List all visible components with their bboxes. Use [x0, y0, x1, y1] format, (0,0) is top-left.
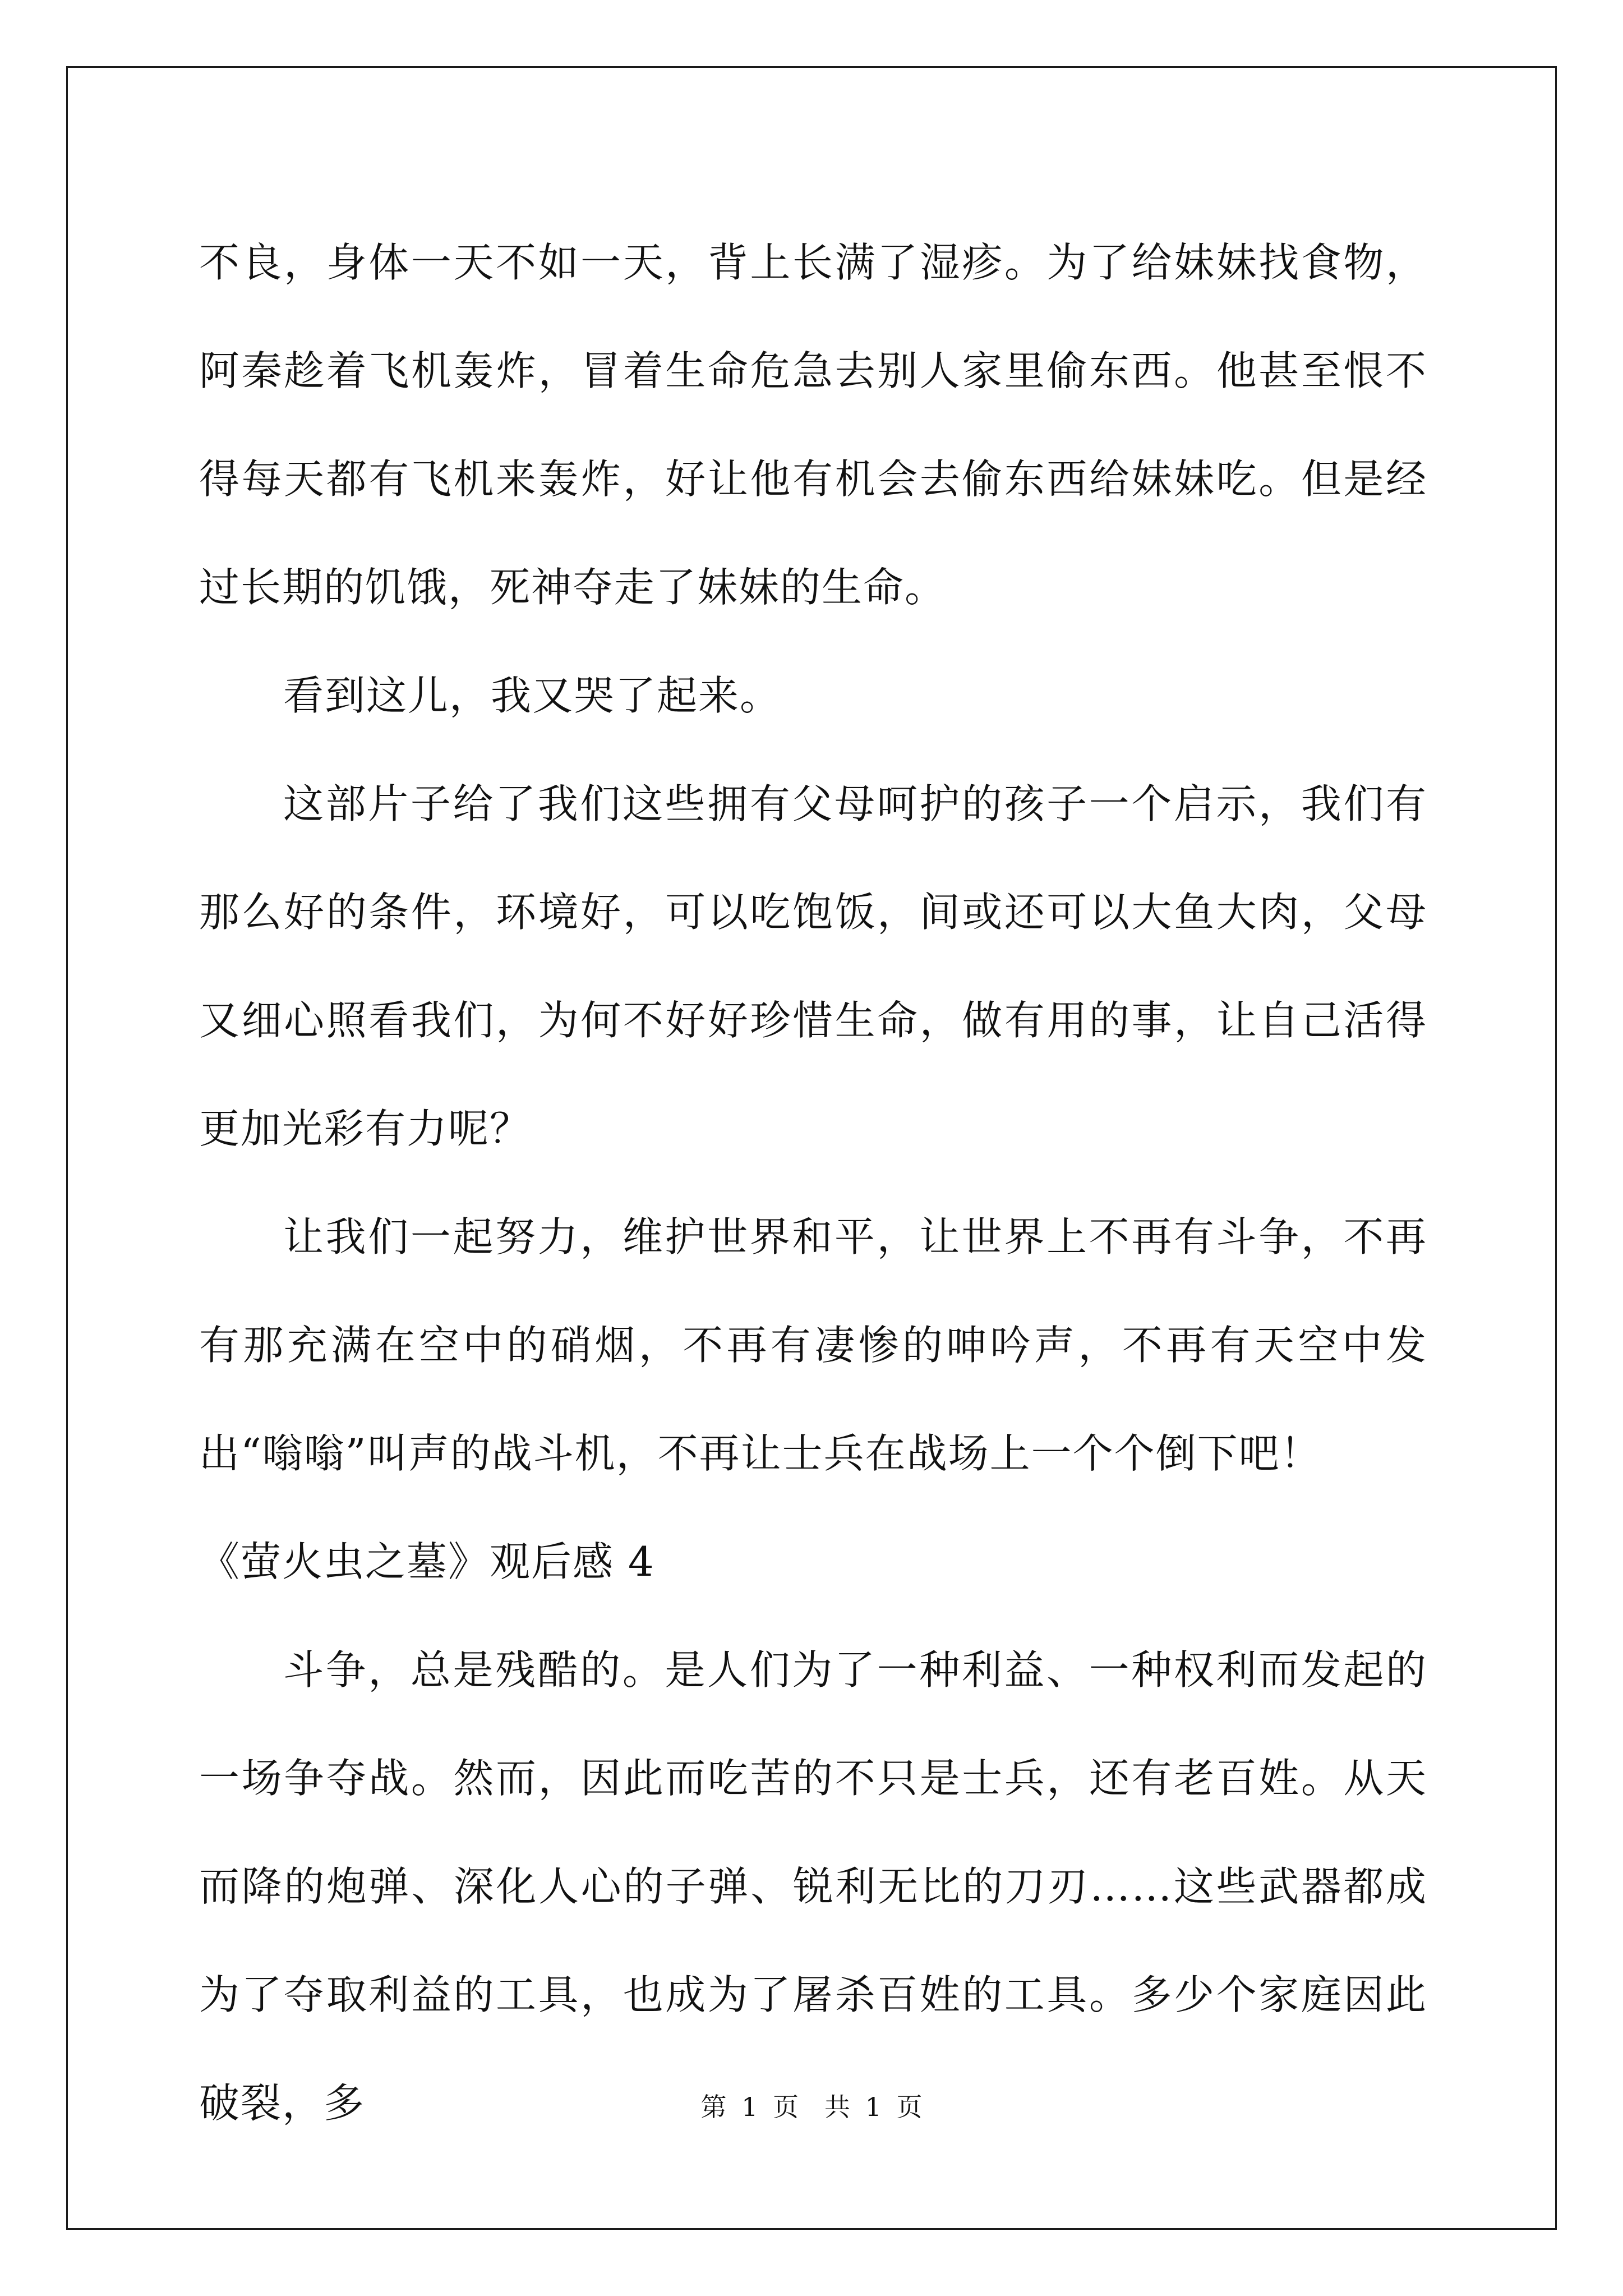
paragraph-crying: 看到这儿，我又哭了起来。 [283, 672, 782, 719]
document-body [199, 209, 1427, 2157]
page-footer: 第 1 页 共 1 页 [700, 2092, 923, 2122]
paragraph-continued: 不良，身体一天不如一天，背上长满了湿疹。为了给妹妹找食物，阿秦趁着飞机轰炸，冒着生命危急去别人家里偷东西。他甚至恨不得每天都有飞机来轰炸，好让他有机会去偷东西给妹妹吃。但是经过长期的饥饿，死神夺走了妹妹的生命。 [199, 239, 1427, 611]
paragraph-lesson: 这部片子给了我们这些拥有父母呵护的孩子一个启示，我们有那么好的条件，环境好，可以吃饱饭，间或还可以大鱼大肉，父母又细心照看我们，为何不好好珍惜生命，做有用的事，让自己活得更加光彩有力呢？ [199, 780, 1427, 1152]
section-heading: 《萤火虫之墓》观后感 4 [199, 1538, 655, 1585]
paragraph-war: 斗争，总是残酷的。是人们为了一种利益、一种权利而发起的一场争夺战。然而，因此而吃苦的不只是士兵，还有老百姓。从天而降的炮弹、深化人心的子弹、锐利无比的刀刃……这些武器都成为了夺取利益的工具，也成为了屠杀百姓的工具。多少个家庭因此破裂，多 [199, 1646, 1427, 2127]
paragraph-peace: 让我们一起努力，维护世界和平，让世界上不再有斗争，不再有那充满在空中的硝烟，不再有凄惨的呻吟声，不再有天空中发出“嗡嗡”叫声的战斗机，不再让士兵在战场上一个个倒下吧！ [199, 1213, 1427, 1477]
